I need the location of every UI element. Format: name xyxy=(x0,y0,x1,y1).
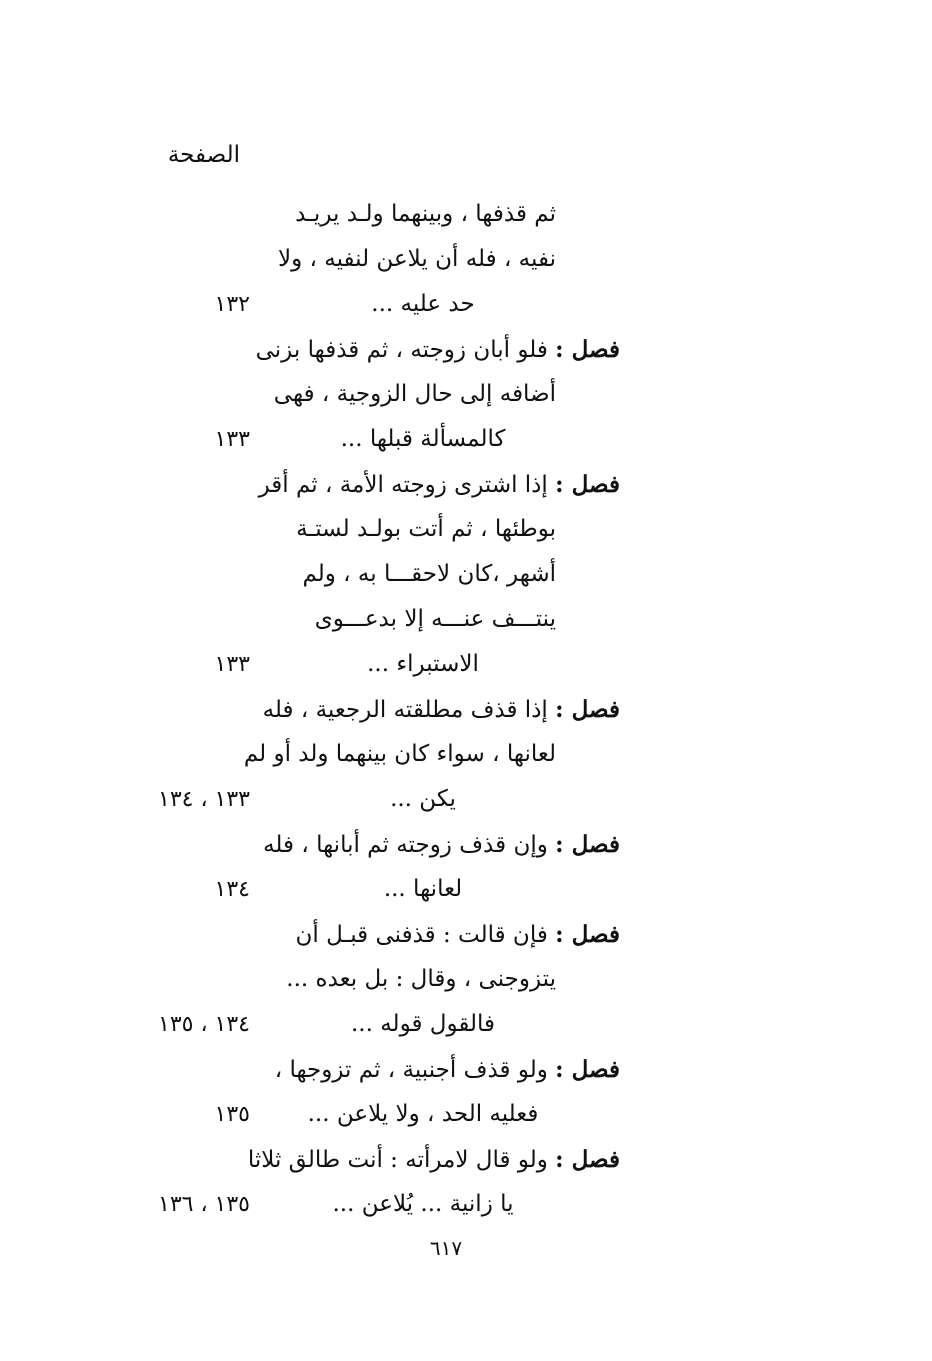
entry-text xyxy=(286,957,556,1002)
entry-body: وإن قذف زوجته ثم أبانها ، فله xyxy=(263,832,556,858)
entry-body: إذا قذف مطلقته الرجعية ، فله xyxy=(262,697,556,723)
page-reference: ١٣٤ xyxy=(214,877,250,902)
entry-text xyxy=(290,417,556,462)
column-header: الصفحة xyxy=(167,142,240,168)
page-reference: ١٣٤ ، ١٣٥ xyxy=(158,1012,250,1037)
entry-text xyxy=(278,237,556,282)
index-line xyxy=(100,507,620,552)
entry-text xyxy=(258,462,620,508)
entry-text xyxy=(290,597,556,642)
page-reference: ١٣٣ ، ١٣٤ xyxy=(158,787,250,812)
section-keyword: فصل : xyxy=(555,831,620,858)
entry-body: حد عليه ... xyxy=(371,291,475,317)
entry-text xyxy=(290,552,556,597)
entry-body: لعانها ... xyxy=(383,876,463,902)
section-keyword: فصل : xyxy=(555,1146,620,1173)
entry-text xyxy=(290,1002,556,1047)
index-line xyxy=(100,867,620,912)
index-line xyxy=(100,1002,620,1047)
index-line xyxy=(100,642,620,687)
entry-body: ينتـــف عنـــه إلا بدعـــوى xyxy=(314,606,556,632)
page-reference: ١٣٣ xyxy=(214,427,250,452)
entry-text xyxy=(290,192,556,237)
section-keyword: فصل : xyxy=(555,336,620,363)
entry-text xyxy=(290,642,556,687)
index-line xyxy=(100,417,620,462)
entry-body: يا زانية ... يُلاعن ... xyxy=(332,1191,514,1217)
index-line xyxy=(100,1092,620,1137)
entry-body: ثم قذفها ، وبينهما ولـد يريـد xyxy=(295,201,556,227)
page-reference: ١٣٥ xyxy=(214,1102,250,1127)
entry-body: نفيه ، فله أن يلاعن لنفيه ، ولا xyxy=(278,246,556,272)
index-line xyxy=(100,777,620,822)
entry-text xyxy=(274,1047,620,1093)
entry-text xyxy=(290,1092,556,1137)
entry-text xyxy=(255,327,620,373)
entry-text xyxy=(273,372,556,417)
entry-body: فعليه الحد ، ولا يلاعن ... xyxy=(307,1101,539,1127)
page-reference: ١٣٣ xyxy=(214,652,250,677)
section-keyword: فصل : xyxy=(555,921,620,948)
index-line xyxy=(100,192,620,237)
entry-text xyxy=(290,867,556,912)
page-reference: ١٣٥ ، ١٣٦ xyxy=(158,1192,250,1217)
index-line xyxy=(100,732,620,777)
index-line xyxy=(100,957,620,1002)
entry-text xyxy=(262,687,620,733)
index-line xyxy=(100,327,620,372)
page-reference: ١٣٢ xyxy=(214,292,250,317)
index-line xyxy=(100,912,620,957)
entry-body: فلو أبان زوجته ، ثم قذفها بزنى xyxy=(255,337,556,363)
entry-body: كالمسألة قبلها ... xyxy=(340,426,506,452)
entry-text xyxy=(290,912,620,958)
entry-text xyxy=(290,282,556,327)
index-entries xyxy=(100,192,620,1227)
entry-body: إذا اشترى زوجته الأمة ، ثم أقر xyxy=(258,472,556,498)
entry-body: فإن قالت : قذفنى قبـل أن xyxy=(295,922,556,948)
page-number: ٦١٧ xyxy=(429,1236,463,1260)
index-line xyxy=(100,552,620,597)
entry-body: ولو قذف أجنبية ، ثم تزوجها ، xyxy=(274,1057,556,1083)
index-line xyxy=(100,822,620,867)
index-line xyxy=(100,282,620,327)
index-line xyxy=(100,237,620,282)
index-line xyxy=(100,1047,620,1092)
entry-text xyxy=(247,1137,620,1183)
entry-text xyxy=(290,507,556,552)
section-keyword: فصل : xyxy=(555,1056,620,1083)
entry-body: يكن ... xyxy=(390,786,456,812)
entry-body: أضافه إلى حال الزوجية ، فهى xyxy=(273,381,556,407)
entry-body: فالقول قوله ... xyxy=(350,1011,495,1037)
entry-text xyxy=(290,1182,556,1227)
index-line xyxy=(100,687,620,732)
entry-body: الاستبراء ... xyxy=(367,651,479,677)
entry-body: أشهر ،كان لاحقـــا به ، ولم xyxy=(302,561,556,587)
index-line xyxy=(100,597,620,642)
entry-text xyxy=(243,732,556,777)
entry-text xyxy=(263,822,620,868)
section-keyword: فصل : xyxy=(555,471,620,498)
entry-body: لعانها ، سواء كان بينهما ولد أو لم xyxy=(243,741,556,767)
index-line xyxy=(100,462,620,507)
entry-body: بوطئها ، ثم أتت بولـد لستـة xyxy=(296,516,556,542)
entry-body: يتزوجنى ، وقال : بل بعده ... xyxy=(286,966,556,992)
section-keyword: فصل : xyxy=(555,696,620,723)
entry-body: ولو قال لامرأته : أنت طالق ثلاثا xyxy=(247,1147,556,1173)
index-line xyxy=(100,1182,620,1227)
index-line xyxy=(100,1137,620,1182)
index-line xyxy=(100,372,620,417)
entry-text xyxy=(290,777,556,822)
